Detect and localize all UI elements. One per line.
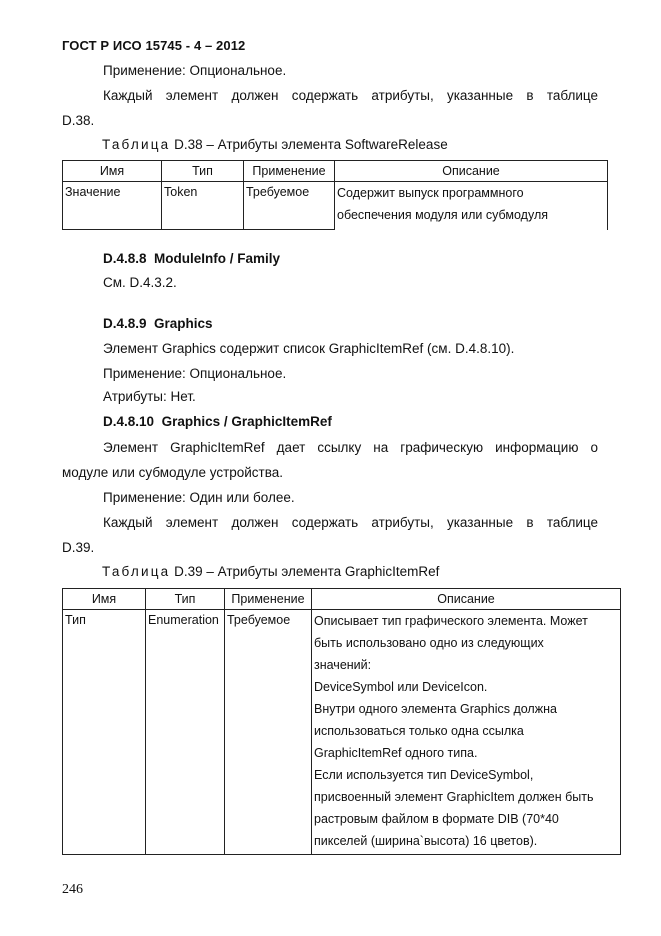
table-row [63,610,621,855]
description-line: Внутри одного элемента Graphics должна [314,702,557,716]
table-39-caption-prefix: Таблица [102,564,171,579]
table-38-cell-description [335,182,608,230]
table-39-header-usage: Применение [225,589,312,610]
description-line: пикселей (ширина`высота) 16 цветов). [314,834,538,848]
table-38-cell-usage: Требуемое [244,182,335,230]
table-39-header-description: Описание [312,589,621,610]
page-number: 246 [62,882,83,897]
description-line: DeviceSymbol или DeviceIcon. [314,680,488,694]
description-line: использоваться только одна ссылка [314,724,524,738]
section-d4810-text3-line2: D.39. [62,540,95,555]
table-38-header-row [63,161,608,182]
description-line: значений: [314,658,372,672]
table-39 [62,588,621,855]
table-39-header-name: Имя [63,589,146,610]
description-line: растровым файлом в формате DIB (70*40 [314,812,559,826]
section-d4810-text1-line1: Элемент GraphicItemRef дает ссылку на графическую информацию о [103,440,598,455]
table-39-cell-type: Enumeration [146,610,225,855]
table-38-header-description: Описание [335,161,608,182]
section-title: Graphics / GraphicItemRef [161,414,332,429]
table-38 [62,160,608,230]
table-38-cell-type: Token [162,182,244,230]
attributes-paragraph-line2: D.38. [62,113,95,128]
attributes-paragraph-line1: Каждый элемент должен содержать атрибуты, указанные в таблице [103,88,598,103]
section-d4810-text1-line2: модуле или субмодуле устройства. [62,465,284,480]
table-38-caption-prefix: Таблица [102,137,171,152]
section-number: D.4.8.10 [103,414,155,429]
description-line: GraphicItemRef одного типа. [314,746,478,760]
description-line: быть использовано одно из следующих [314,636,544,650]
section-heading-d489 [103,315,213,333]
section-d489-text3: Атрибуты: Нет. [103,389,196,404]
table-38-header-usage: Применение [244,161,335,182]
section-heading-d4810 [103,413,332,431]
description-line: обеспечения модуля или субмодуля [337,208,549,222]
section-number: D.4.8.8 [103,251,147,266]
table-39-cell-description [312,610,621,855]
table-39-caption [102,564,439,579]
table-38-header-type: Тип [162,161,244,182]
section-heading-d488 [103,250,280,268]
table-39-caption-text: D.39 – Атрибуты элемента GraphicItemRef [170,564,440,579]
document-header: ГОСТ Р ИСО 15745 - 4 – 2012 [62,38,246,53]
description-line: Содержит выпуск программного [337,186,524,200]
table-39-cell-usage: Требуемое [225,610,312,855]
table-38-cell-name: Значение [63,182,162,230]
section-d489-text2: Применение: Опциональное. [103,366,287,381]
table-39-cell-name: Тип [63,610,146,855]
table-39-header-row [63,589,621,610]
section-number: D.4.8.9 [103,316,147,331]
table-38-header-name: Имя [63,161,162,182]
table-38-caption [102,137,448,152]
section-d488-text: См. D.4.3.2. [103,275,177,290]
section-title: ModuleInfo / Family [154,251,281,266]
table-39-header-type: Тип [146,589,225,610]
section-d4810-text3-line1: Каждый элемент должен содержать атрибуты, указанные в таблице [103,515,598,530]
table-row [63,182,608,230]
description-line: присвоенный элемент GraphicItem должен быть [314,790,594,804]
description-line: Описывает тип графического элемента. Может [314,614,588,628]
section-d4810-text2: Применение: Один или более. [103,490,295,505]
section-d489-text1: Элемент Graphics содержит список GraphicItemRef (см. D.4.8.10). [103,341,515,356]
description-line: Если используется тип DeviceSymbol, [314,768,534,782]
usage-paragraph: Применение: Опциональное. [103,63,287,78]
table-38-caption-text: D.38 – Атрибуты элемента SoftwareRelease [170,137,448,152]
section-title: Graphics [154,316,213,331]
